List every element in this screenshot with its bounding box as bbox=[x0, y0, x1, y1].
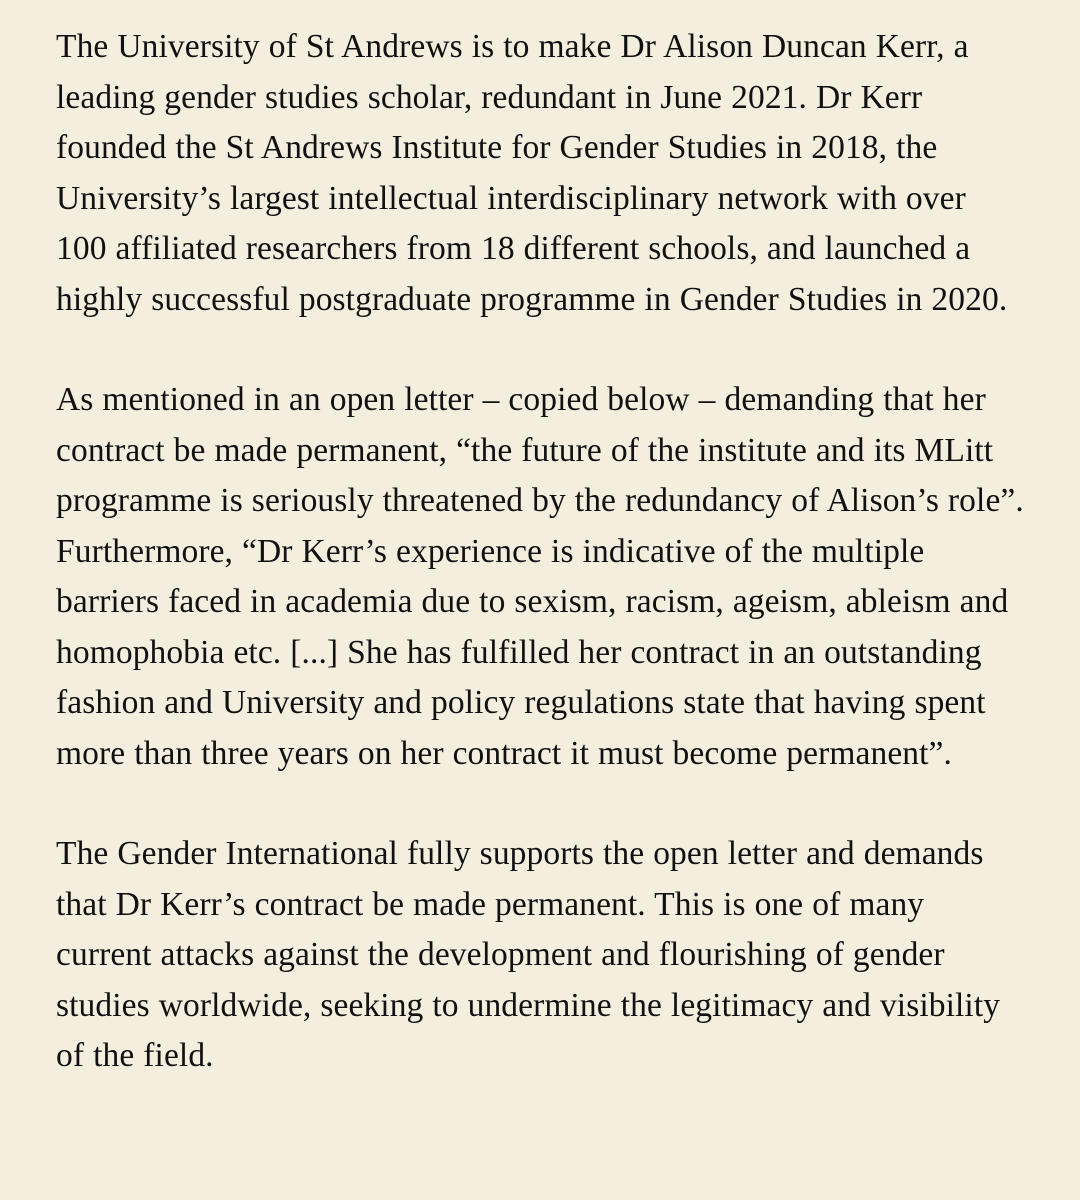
paragraph-open-letter-quote: As mentioned in an open letter – copied below – demanding that her contract be made permanent, “the future of the institute and its MLitt programme is seriously threatened by the redundancy of Alison’s role”. Furthermore, “Dr Kerr’s experience is indicative of the multiple barriers faced in academia due to sexism, racism, ageism, ableism and homophobia etc. [...] She has fulfilled her contract in an outstanding fashion and University and policy regulations state that having spent more than three years on her contract it must become permanent”. bbox=[56, 381, 1024, 772]
paragraph-gender-international-support: The Gender International fully supports the open letter and demands that Dr Kerr’s contract be made permanent. This is one of many current attacks against the development and flourishing of gender studies worldwide, seeking to undermine the legitimacy and visibility of the field. bbox=[56, 835, 1001, 1074]
paragraph-redundancy-announcement: The University of St Andrews is to make Dr Alison Duncan Kerr, a leading gender studies scholar, redundant in June 2021. Dr Kerr founded the St Andrews Institute for Gender Studies in 2018, the University’s largest intellectual interdisciplinary network with over 100 affiliated researchers from 18 different schools, and launched a highly successful postgraduate programme in Gender Studies in 2020. bbox=[56, 28, 1008, 318]
